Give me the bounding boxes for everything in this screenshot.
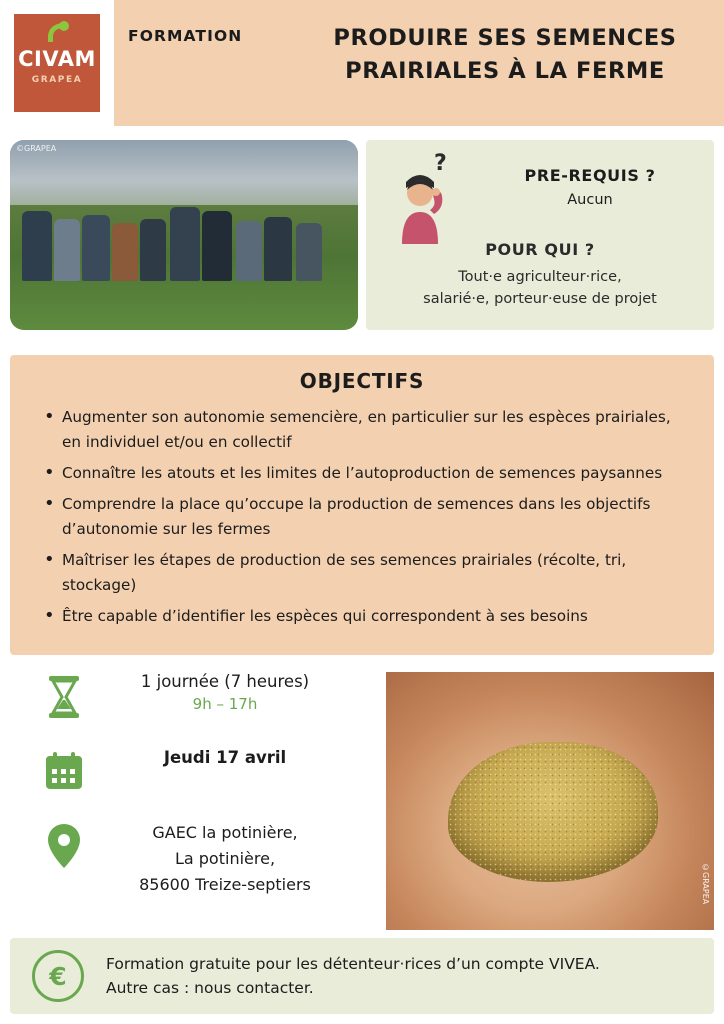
funding-line-1: Formation gratuite pour les détenteur·rices d’un compte VIVEA. bbox=[106, 955, 600, 973]
funding-text bbox=[106, 952, 600, 1000]
civam-grapea-logo bbox=[14, 14, 100, 112]
map-pin-icon bbox=[36, 820, 92, 870]
objectives-list bbox=[32, 405, 692, 629]
audience-heading: POUR QUI ? bbox=[485, 240, 595, 259]
objectives-heading: OBJECTIFS bbox=[299, 369, 425, 393]
list-item: • Comprendre la place qu’occupe la production de semences dans les objectifs d’autonomie sur les fermes bbox=[62, 492, 692, 542]
photo-person bbox=[296, 223, 322, 281]
photo-person bbox=[236, 221, 262, 281]
list-item: • Être capable d’identifier les espèces qui correspondent à ses besoins bbox=[62, 604, 692, 629]
audience-line-1: Tout·e agriculteur·rice, bbox=[458, 269, 622, 285]
duration-main: 1 journée (7 heures) bbox=[140, 672, 310, 691]
euro-icon: € bbox=[32, 950, 84, 1002]
prerequisites-value: Aucun bbox=[567, 192, 613, 208]
hourglass-icon bbox=[36, 672, 92, 720]
field-photo bbox=[10, 140, 358, 330]
page-title: PRODUIRE SES SEMENCES PRAIRIALES À LA FERME bbox=[333, 25, 677, 84]
audience-block bbox=[374, 240, 706, 310]
date-row bbox=[36, 748, 366, 792]
location-body bbox=[92, 820, 366, 898]
photo-person bbox=[82, 215, 110, 281]
photo-person bbox=[22, 211, 52, 281]
photo-sky bbox=[10, 140, 358, 208]
prerequisites-heading: PRE-REQUIS ? bbox=[524, 166, 656, 185]
calendar-icon bbox=[36, 748, 92, 792]
objectives-panel bbox=[10, 355, 714, 655]
duration-body bbox=[92, 672, 366, 713]
list-item: • Maîtriser les étapes de production de ses semences prairiales (récolte, tri, stockage) bbox=[62, 548, 692, 598]
list-item: • Augmenter son autonomie semencière, en particulier sur les espèces prairiales, en individuel et/ou en collectif bbox=[62, 405, 692, 455]
leaf-icon bbox=[42, 20, 72, 46]
duration-hours: 9h – 17h bbox=[192, 695, 258, 713]
photo-person bbox=[170, 207, 200, 281]
location-row bbox=[36, 820, 366, 898]
seeds-photo bbox=[386, 672, 714, 930]
address-line-1: GAEC la potinière, bbox=[152, 823, 298, 842]
prerequisites-panel bbox=[366, 140, 714, 330]
funding-footer bbox=[10, 938, 714, 1014]
duration-row bbox=[36, 672, 366, 720]
session-details bbox=[36, 672, 366, 916]
photo-person bbox=[54, 219, 80, 281]
prerequisites-text bbox=[470, 166, 710, 208]
audience-line-2: salarié·e, porteur·euse de projet bbox=[423, 291, 657, 307]
logo-civam-text: CIVAM bbox=[18, 47, 96, 71]
photo-watermark: ©GRAPEA bbox=[701, 862, 710, 904]
photo-person bbox=[112, 223, 138, 281]
photo-person bbox=[202, 211, 232, 281]
photo-seed-pile bbox=[448, 742, 658, 882]
header bbox=[0, 0, 724, 126]
logo-grapea-text: GRAPEA bbox=[31, 75, 83, 85]
photo-person bbox=[264, 217, 292, 281]
list-item: • Connaître les atouts et les limites de l’autoproduction de semences paysannes bbox=[62, 461, 692, 486]
photo-person bbox=[140, 219, 166, 281]
formation-kicker: FORMATION bbox=[128, 27, 243, 45]
photo-watermark: ©GRAPEA bbox=[16, 144, 57, 153]
funding-line-2: Autre cas : nous contacter. bbox=[106, 979, 314, 997]
thinking-person-icon bbox=[376, 148, 472, 248]
date-body bbox=[92, 748, 366, 767]
address-line-3: 85600 Treize-septiers bbox=[139, 875, 311, 894]
date-value: Jeudi 17 avril bbox=[163, 748, 287, 767]
svg-text:?: ? bbox=[434, 151, 447, 176]
address-line-2: La potinière, bbox=[174, 849, 276, 868]
